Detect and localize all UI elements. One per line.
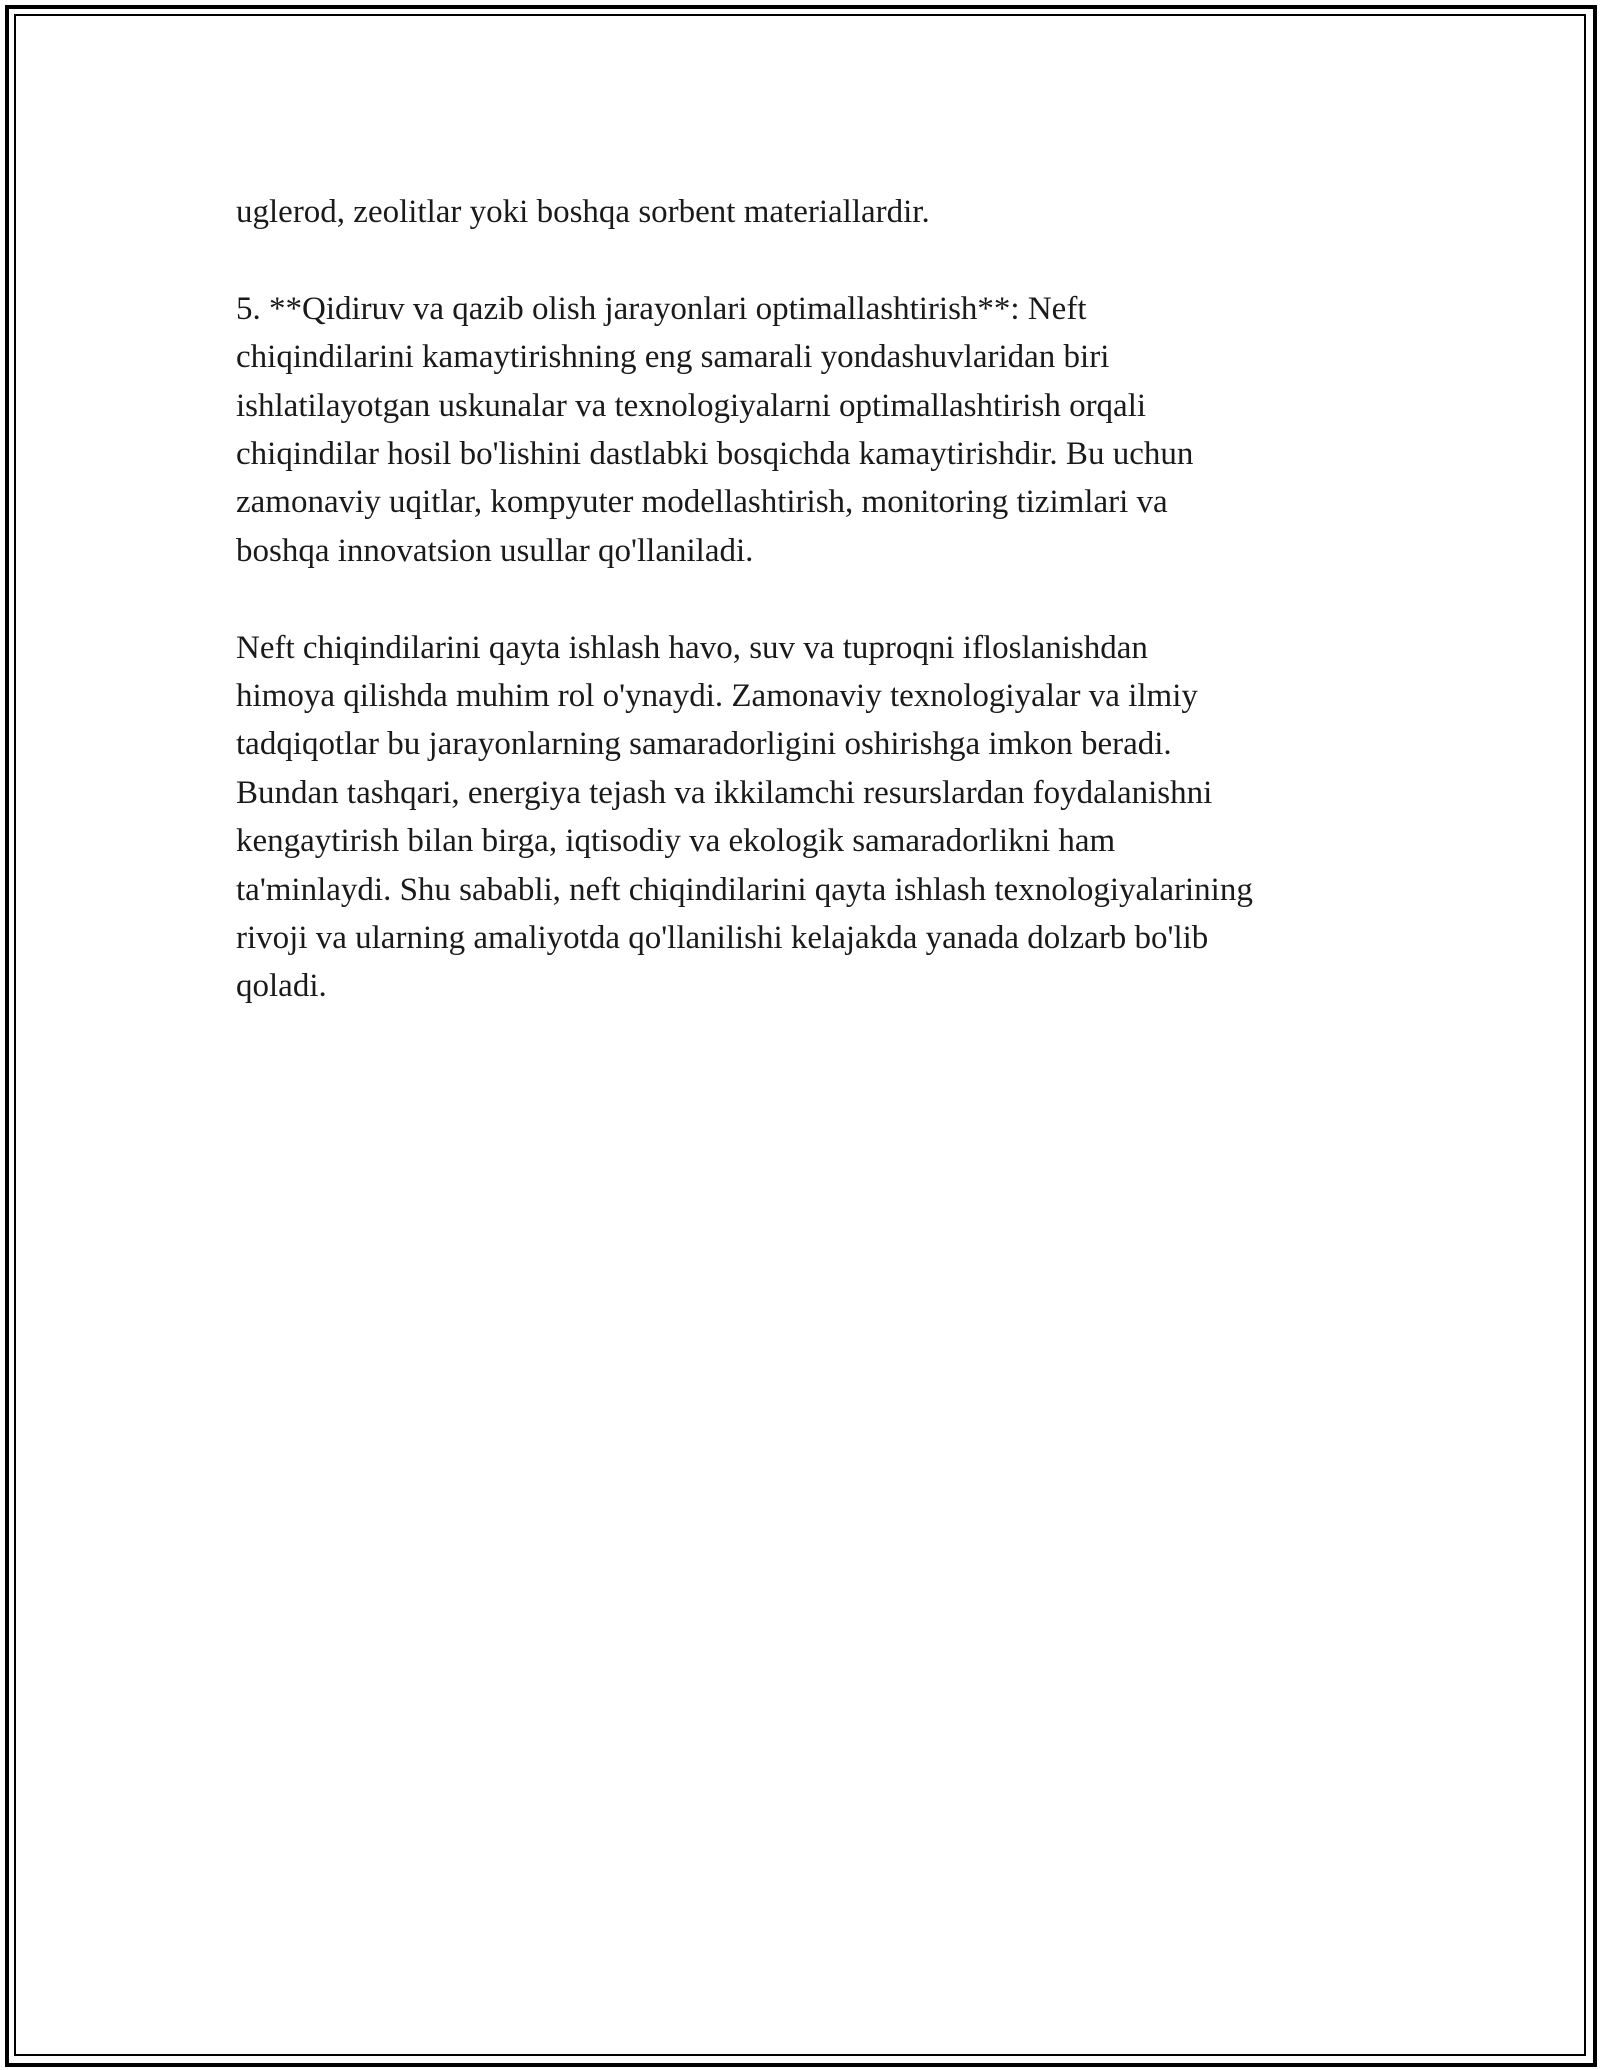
text-line: rivoji va ularning amaliyotda qo'llanilishi kelajakda yanada dolzarb bo'lib (236, 920, 1209, 957)
paragraph-sorbents (236, 188, 1416, 236)
text-line: ishlatilayotgan uskunalar va texnologiyalarni optimallashtirish orqali (236, 387, 1147, 424)
text-line: zamonaviy uqitlar, kompyuter modellashtirish, monitoring tizimlari va (236, 484, 1168, 521)
paragraph-optimization (236, 285, 1416, 575)
text-line: boshqa innovatsion usullar qo'llaniladi. (236, 532, 754, 569)
text-line: Bundan tashqari, energiya tejash va ikkilamchi resurslardan foydalanishni (236, 774, 1213, 811)
text-line: kengaytirish bilan birga, iqtisodiy va ekologik samaradorlikni ham (236, 823, 1116, 860)
text-line: uglerod, zeolitlar yoki boshqa sorbent materiallardir. (236, 194, 930, 230)
text-line: 5. **Qidiruv va qazib olish jarayonlari optimallashtirish**: Neft (236, 290, 1087, 327)
text-line: qoladi. (236, 968, 327, 1005)
text-line: chiqindilar hosil bo'lishini dastlabki bosqichda kamaytirishdir. Bu uchun (236, 436, 1194, 473)
text-line: himoya qilishda muhim rol o'ynaydi. Zamonaviy texnologiyalar va ilmiy (236, 678, 1198, 715)
paragraph-conclusion (236, 624, 1416, 1011)
document-body (236, 188, 1416, 1059)
text-line: tadqiqotlar bu jarayonlarning samaradorligini oshirishga imkon beradi. (236, 726, 1172, 763)
text-line: Neft chiqindilarini qayta ishlash havo, suv va tuproqni ifloslanishdan (236, 629, 1148, 666)
text-line: ta'minlaydi. Shu sababli, neft chiqindilarini qayta ishlash texnologiyalarining (236, 871, 1253, 908)
text-line: chiqindilarini kamaytirishning eng samarali yondashuvlaridan biri (236, 339, 1110, 376)
